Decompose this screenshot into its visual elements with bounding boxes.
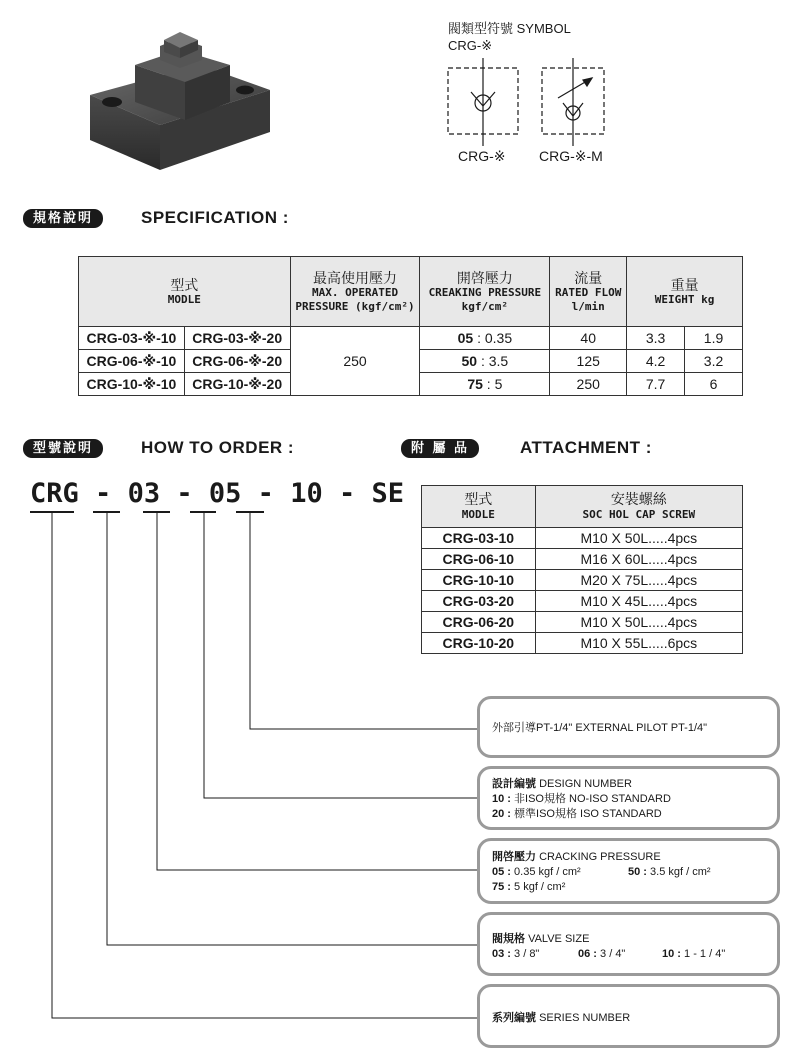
attach-head-model: 型式 MODLE bbox=[422, 486, 536, 528]
spec-table bbox=[78, 256, 743, 396]
cell-model: CRG-03-10 bbox=[422, 528, 536, 549]
crack-title-en: CRACKING PRESSURE bbox=[539, 851, 661, 863]
attach-header-row bbox=[422, 486, 743, 528]
attachment-table bbox=[421, 485, 743, 654]
cell-model: CRG-10-10 bbox=[422, 570, 536, 591]
order-code bbox=[30, 478, 404, 509]
callout-pilot-text: 外部引導PT-1/4" EXTERNAL PILOT PT-1/4" bbox=[492, 722, 708, 734]
attach-head-screw: 安裝螺絲 SOC HOL CAP SCREW bbox=[535, 486, 742, 528]
table-row bbox=[422, 570, 743, 591]
cell-weight-1: 3.3 bbox=[627, 327, 685, 350]
crack-option-75: 5 kgf / cm² bbox=[514, 881, 566, 893]
table-row bbox=[422, 528, 743, 549]
cell-flow: 250 bbox=[550, 373, 627, 396]
cell-screw: M10 X 55L.....6pcs bbox=[535, 633, 742, 654]
cell-screw: M10 X 50L.....4pcs bbox=[535, 528, 742, 549]
code-design: 10 bbox=[290, 478, 323, 509]
spec-head-model: 型式 MODLE bbox=[79, 257, 291, 327]
attach-title: ATTACHMENT : bbox=[520, 438, 652, 457]
cell-weight-1: 4.2 bbox=[627, 350, 685, 373]
cell-weight-2: 3.2 bbox=[685, 350, 743, 373]
cell-crack: 50 : 3.5 bbox=[420, 350, 550, 373]
cell-screw: M20 X 75L.....4pcs bbox=[535, 570, 742, 591]
callout-pilot bbox=[477, 696, 780, 758]
spec-header-row bbox=[79, 257, 743, 327]
table-row bbox=[422, 549, 743, 570]
check-valve-m-symbol bbox=[542, 58, 604, 146]
size-option-03: 3 / 8" bbox=[514, 948, 540, 960]
crack-option-05: 0.35 kgf / cm² bbox=[514, 866, 581, 878]
callout-size: 閥規格 VALVE SIZE 03 : 3 / 8" 06 : 3 / 4" 10 : 1 - 1 / 4" bbox=[477, 912, 780, 976]
cell-model: CRG-03-20 bbox=[422, 591, 536, 612]
code-series: CRG bbox=[30, 478, 79, 509]
callout-design: 設計編號 DESIGN NUMBER 10 : 非ISO規格 NO-ISO STANDARD 20 : 標準ISO規格 ISO STANDARD bbox=[477, 766, 780, 830]
design-title-en: DESIGN NUMBER bbox=[539, 778, 632, 790]
code-pressure: 05 bbox=[208, 478, 242, 509]
spec-head-crack: 開啓壓力 CREAKING PRESSURE kgf/cm² bbox=[420, 257, 550, 327]
cell-model-b: CRG-06-※-20 bbox=[184, 350, 290, 373]
cell-model-a: CRG-03-※-10 bbox=[79, 327, 185, 350]
cell-screw: M10 X 45L.....4pcs bbox=[535, 591, 742, 612]
design-line-2: 標準ISO規格 ISO STANDARD bbox=[514, 808, 662, 820]
cell-screw: M16 X 60L.....4pcs bbox=[535, 549, 742, 570]
spec-title: SPECIFICATION : bbox=[141, 208, 289, 227]
code-size: 03 bbox=[127, 478, 161, 509]
crack-option-50: 3.5 kgf / cm² bbox=[650, 866, 711, 878]
cell-model: CRG-10-20 bbox=[422, 633, 536, 654]
product-photo bbox=[80, 20, 280, 180]
cell-crack: 75 : 5 bbox=[420, 373, 550, 396]
size-option-06: 3 / 4" bbox=[600, 948, 626, 960]
check-valve-symbol bbox=[448, 58, 518, 146]
symbol-caption-1: CRG-※ bbox=[458, 148, 506, 164]
code-dash: - bbox=[257, 478, 274, 509]
design-line-1: 非ISO規格 NO-ISO STANDARD bbox=[514, 793, 671, 805]
cell-model-b: CRG-10-※-20 bbox=[184, 373, 290, 396]
cell-model: CRG-06-20 bbox=[422, 612, 536, 633]
table-row bbox=[422, 633, 743, 654]
table-row bbox=[422, 612, 743, 633]
code-dash: - bbox=[338, 478, 356, 509]
symbol-title bbox=[448, 20, 571, 54]
size-title-cn: 閥規格 bbox=[492, 933, 525, 945]
cell-weight-1: 7.7 bbox=[627, 373, 685, 396]
callout-crack: 開啓壓力 CRACKING PRESSURE 05 : 0.35 kgf / cm² 50 : 3.5 kgf / cm² 75 : 5 kgf / cm² bbox=[477, 838, 780, 904]
series-title-cn: 系列編號 bbox=[492, 1012, 536, 1024]
size-title-en: VALVE SIZE bbox=[528, 933, 590, 945]
symbol-caption-2: CRG-※-M bbox=[539, 148, 603, 164]
table-row bbox=[422, 591, 743, 612]
symbol-heading: 閥類型符號 SYMBOL bbox=[448, 21, 571, 36]
design-title-cn: 設計編號 bbox=[492, 778, 536, 790]
series-title-en: SERIES NUMBER bbox=[539, 1012, 631, 1024]
spec-tag: 規格說明 bbox=[23, 209, 103, 228]
callout-series bbox=[477, 984, 780, 1048]
cell-flow: 40 bbox=[550, 327, 627, 350]
cell-model-a: CRG-10-※-10 bbox=[79, 373, 185, 396]
cell-flow: 125 bbox=[550, 350, 627, 373]
cell-max-pressure: 250 bbox=[290, 327, 420, 396]
code-pilot: SE bbox=[371, 478, 405, 509]
spec-head-flow: 流量 RATED FLOW l/min bbox=[550, 257, 627, 327]
order-tag: 型號說明 bbox=[23, 439, 103, 458]
cell-weight-2: 1.9 bbox=[685, 327, 743, 350]
cell-model-b: CRG-03-※-20 bbox=[184, 327, 290, 350]
attach-tag: 附 屬 品 bbox=[401, 439, 479, 458]
cell-crack: 05 : 0.35 bbox=[420, 327, 550, 350]
code-dash: - bbox=[95, 478, 112, 509]
spec-head-weight: 重量 WEIGHT kg bbox=[627, 257, 743, 327]
cell-screw: M10 X 50L.....4pcs bbox=[535, 612, 742, 633]
spec-head-pressure: 最高使用壓力 MAX. OPERATED PRESSURE (kgf/cm²) bbox=[290, 257, 420, 327]
table-row bbox=[79, 327, 743, 350]
crack-title-cn: 開啓壓力 bbox=[492, 851, 536, 863]
order-title: HOW TO ORDER : bbox=[141, 438, 295, 457]
code-dash: - bbox=[176, 478, 193, 509]
cell-weight-2: 6 bbox=[685, 373, 743, 396]
cell-model: CRG-06-10 bbox=[422, 549, 536, 570]
symbol-model: CRG-※ bbox=[448, 38, 493, 53]
cell-model-a: CRG-06-※-10 bbox=[79, 350, 185, 373]
size-option-10: 1 - 1 / 4" bbox=[684, 948, 726, 960]
